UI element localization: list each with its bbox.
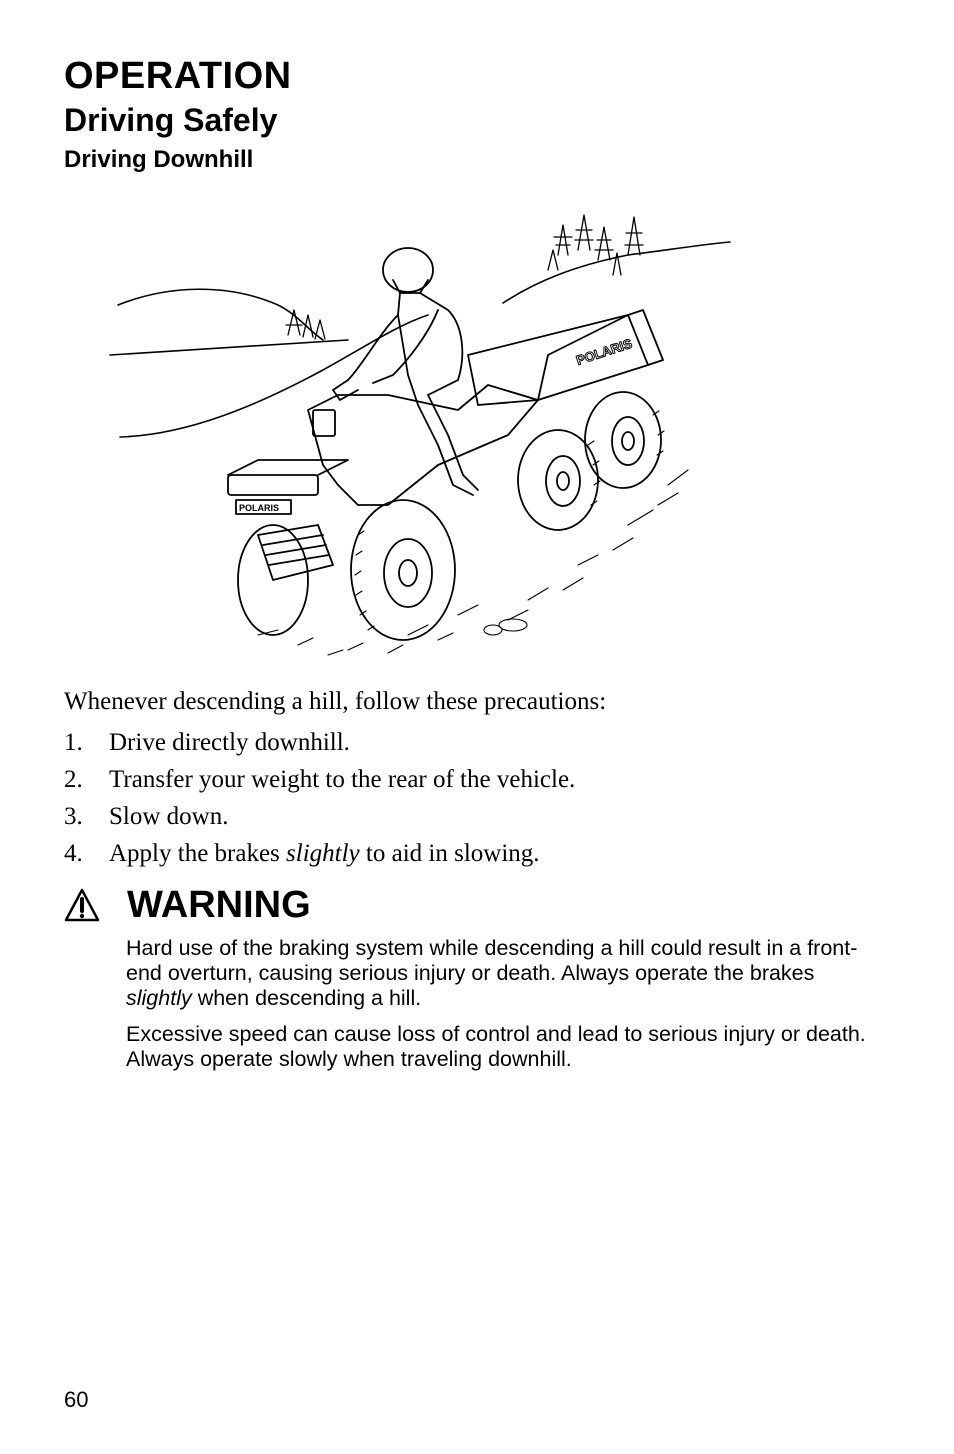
list-item-number: 1. [64,729,83,756]
list-item [64,838,575,875]
list-item-emphasis: slightly [286,840,360,867]
cargo-box [468,310,663,405]
warning-body [126,936,886,1083]
warning-title: WARNING [127,884,311,926]
subsection-heading: Driving Safely [64,102,278,138]
warning-text: when descending a hill. [191,986,422,1010]
warning-text: Hard use of the braking system while descending a hill could result in a front-end overturn, causing serious injury or death. Always operate the brakes [126,936,858,985]
page-number: 60 [64,1387,89,1412]
list-item-text: Drive directly downhill. [109,729,350,756]
list-item-text: Transfer your weight to the rear of the vehicle. [109,766,576,793]
list-item-text: Slow down. [109,803,229,830]
tire-tread [355,411,664,630]
hill-line [503,242,730,303]
middle-wheel [518,430,598,530]
atv-downhill-illustration [108,205,738,660]
list-item [64,764,575,801]
ground-texture [258,470,688,655]
intro-text: Whenever descending a hill, follow these precautions: [64,688,607,715]
atv-body [228,385,538,580]
warning-paragraph [126,936,886,1011]
list-item [64,801,575,838]
section-heading: OPERATION [64,55,292,97]
list-item-text: to aid in slowing. [359,840,540,867]
cargo-brand-text: POLARIS [574,335,634,368]
topic-heading: Driving Downhill [64,146,254,173]
warning-paragraph: Excessive speed can cause loss of control and lead to serious injury or death. Always operate slowly when traveling downhill. [126,1022,866,1071]
plate-brand-text: POLARIS [239,503,280,513]
precaution-list [64,727,575,875]
hill-line [110,340,348,355]
list-item-number: 2. [64,766,83,793]
list-item-number: 3. [64,803,83,830]
trees [548,215,643,275]
warning-header [64,880,311,930]
list-item-text: Apply the brakes [109,840,287,867]
warning-emphasis: slightly [126,986,192,1010]
warning-triangle-icon [64,888,100,922]
list-item [64,727,575,764]
rear-wheel [585,392,661,488]
list-item-number: 4. [64,840,83,867]
